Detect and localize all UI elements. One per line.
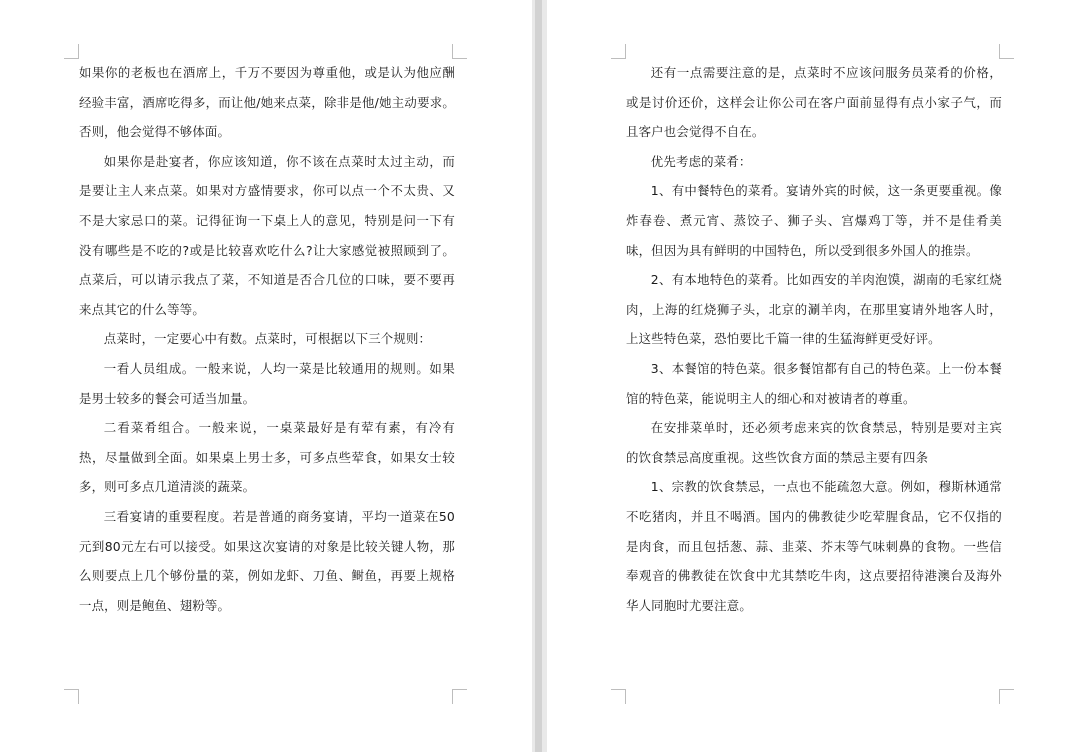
crop-mark-top-right [452,44,467,59]
crop-mark-top-left [64,44,79,59]
crop-mark-top-left [611,44,626,59]
paragraph[interactable]: 如果你的老板也在酒席上，千万不要因为尊重他，或是认为他应酬经验丰富，酒席吃得多，而让他/她来点菜，除非是他/她主动要求。否则，他会觉得不够体面。 [79,65,455,140]
page-body-text[interactable] [79,58,455,620]
paragraph[interactable]: 3、本餐馆的特色菜。很多餐馆都有自己的特色菜。上一份本餐馆的特色菜，能说明主人的细心和对被请者的尊重。 [626,360,1002,406]
scrollbar-track[interactable] [535,0,542,752]
paragraph[interactable]: 如果你是赴宴者，你应该知道，你不该在点菜时太过主动，而是要让主人来点菜。如果对方盛情要求，你可以点一个不太贵、又不是大家忌口的菜。记得征询一下桌上人的意见，特别是问一下有没有哪些是不吃的?或是比较喜欢吃什么?让大家感觉被照顾到了。点菜后，可以请示我点了菜，不知道是否合几位的口味，要不要再来点其它的什么等等。 [79,153,455,317]
crop-mark-top-right [999,44,1014,59]
page-body-text[interactable] [626,58,1002,620]
paragraph[interactable]: 2、有本地特色的菜肴。比如西安的羊肉泡馍，湖南的毛家红烧肉，上海的红烧狮子头，北京的涮羊肉，在那里宴请外地客人时，上这些特色菜，恐怕要比千篇一律的生猛海鲜更受好评。 [626,272,1002,347]
crop-mark-bottom-right [999,689,1014,704]
crop-mark-bottom-right [452,689,467,704]
document-page-right [547,0,1080,752]
paragraph[interactable]: 优先考虑的菜肴： [650,153,752,169]
paragraph[interactable]: 三看宴请的重要程度。若是普通的商务宴请，平均一道菜在50元到80元左右可以接受。如果这次宴请的对象是比较关键人物，那么则要点上几个够份量的菜，例如龙虾、刀鱼、鲥鱼，再要上规格一点，则是鲍鱼、翅粉等。 [79,508,455,613]
paragraph[interactable]: 点菜时，一定要心中有数。点菜时，可根据以下三个规则： [103,331,432,347]
paragraph[interactable]: 在安排菜单时，还必须考虑来宾的饮食禁忌，特别是要对主宾的饮食禁忌高度重视。这些饮食方面的禁忌主要有四条 [626,420,1002,465]
paragraph[interactable]: 还有一点需要注意的是，点菜时不应该问服务员菜肴的价格，或是讨价还价，这样会让你公司在客户面前显得有点小家子气，而且客户也会觉得不自在。 [626,65,1002,140]
paragraph[interactable]: 1、有中餐特色的菜肴。宴请外宾的时候，这一条更要重视。像炸春卷、煮元宵、蒸饺子、狮子头、宫爆鸡丁等，并不是佳肴美味，但因为具有鲜明的中国特色，所以受到很多外国人的推崇。 [626,183,1002,258]
paragraph[interactable]: 一看人员组成。一般来说，人均一菜是比较通用的规则。如果是男士较多的餐会可适当加量。 [79,360,455,406]
crop-mark-bottom-left [611,689,626,704]
crop-mark-bottom-left [64,689,79,704]
paragraph[interactable]: 1、宗教的饮食禁忌，一点也不能疏忽大意。例如，穆斯林通常不吃猪肉，并且不喝酒。国内的佛教徒少吃荤腥食品，它不仅指的是肉食，而且包括葱、蒜、韭菜、芥末等气味刺鼻的食物。一些信奉观音的佛教徒在饮食中尤其禁吃牛肉，这点要招待港澳台及海外华人同胞时尤要注意。 [626,479,1002,613]
page-gutter [532,0,547,752]
document-page-left [0,0,532,752]
paragraph[interactable]: 二看菜肴组合。一般来说，一桌菜最好是有荤有素，有冷有热，尽量做到全面。如果桌上男士多，可多点些荤食，如果女士较多，则可多点几道清淡的蔬菜。 [79,420,455,495]
